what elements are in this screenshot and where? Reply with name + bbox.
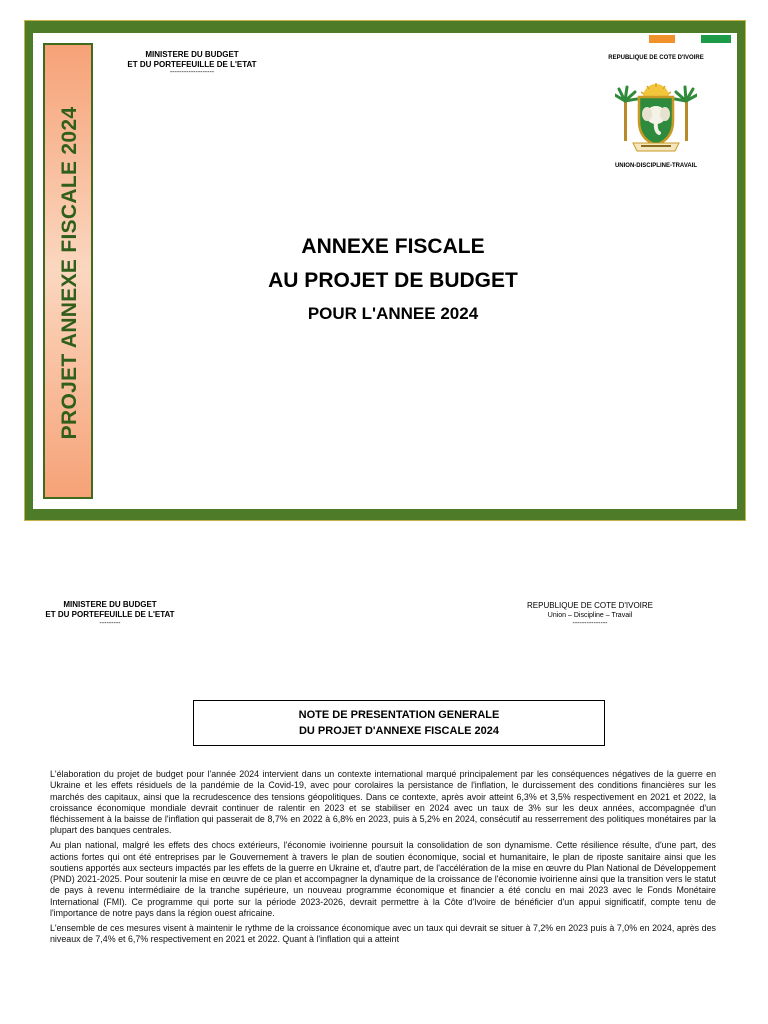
page2-republic-header (500, 601, 680, 627)
note-title-box (193, 700, 605, 746)
cover-motto: UNION-DISCIPLINE-TRAVAIL (614, 163, 698, 169)
paragraph: L'élaboration du projet de budget pour l'année 2024 intervient dans un contexte international marqué principalement par les conséquences négatives de la guerre en Ukraine et les effets résiduels de la pandémie de la Covid-19, avec pour corolaires la persistance de l'inflation, le durcissement des conditions financières sur les marchés des capitaux, ainsi que la recrudescence des tensions géopolitiques. Dans ce contexte, après avoir atteint 6,3% et 3,5% respectivement en 2021 et 2022, la croissance économique mondiale devrait continuer de ralentir en 2023 et se stabiliser en 2024 avec un taux de 3% sur les deux années, accompagnée d'un fléchissement à la baisse de l'inflation qui passerait de 8,7% en 2022 à 6,8% en 2023, puis à 5,2% en 2024, consécutif au resserrement des politiques monétaires par la plupart des banques centrales. (50, 769, 716, 836)
cover-page (24, 20, 746, 521)
flag-orange-stripe (649, 35, 675, 43)
flag-white-stripe (675, 35, 701, 43)
cover-ministry-line1: MINISTERE DU BUDGET (145, 50, 239, 59)
side-banner-text: PROJET ANNEXE FISCALE 2024 (58, 106, 81, 440)
page2-motto: Union – Discipline – Travail (547, 612, 633, 619)
page2-republic-label: REPUBLIQUE DE COTE D'IVOIRE (527, 601, 653, 610)
note-title-line2: DU PROJET D'ANNEXE FISCALE 2024 (298, 725, 500, 737)
page2-ministry-separator: --------- (99, 620, 121, 627)
paragraph: L'ensemble de ces mesures visent à maintenir le rythme de la croissance économique avec un taux qui devrait se situer à 7,2% en 2023 puis à 7,0% en 2024, après des niveaux de 7,4% et 6,7% respectivement en 2021 et 2022. Quant à l'inflation qui a atteint (50, 922, 716, 945)
cover-ministry-line2: ET DU PORTEFEUILLE DE L'ETAT (127, 60, 257, 69)
paragraph: Au plan national, malgré les effets des chocs extérieurs, l'économie ivoirienne poursuit la consolidation de son dynamisme. Cette résilience résulte, d'une part, des actions fortes qui ont été entreprises par le Gouvernement à travers le plan de soutien économique, social et humanitaire, le plan de riposte sanitaire ainsi que les soutiens apportés aux secteurs impactés par les effets de la guerre en Ukraine et, d'autre part, de l'accélération de la mise en œuvre du Plan National de Développement (PND) 2021-2025. Pour soutenir la mise en œuvre de ce plan et accompagner la dynamique de la croissance de l'économie ivoirienne ainsi que la transition vers le statut de pays à revenu intermédiaire de la tranche supérieure, un nouveau programme économique et financier a été conclu en mai 2023 avec le Fonds Monétaire International (FMI). Ce programme qui porte sur la période 2023-2026, devrait permettre à la Côte d'Ivoire de bénéficier d'un appui significatif, compte tenu de l'importance de notre pays dans la région ouest africaine. (50, 840, 716, 919)
page2-republic-separator: --------------- (572, 620, 608, 627)
flag-green-stripe (701, 35, 731, 43)
cover-republic-label: REPUBLIQUE DE COTE D'IVOIRE (608, 55, 704, 61)
coat-of-arms-icon (615, 83, 697, 157)
cover-title-line2: AU PROJET DE BUDGET (268, 269, 518, 292)
side-banner (43, 43, 93, 499)
cover-title-line3: POUR L'ANNEE 2024 (307, 304, 479, 323)
cover-inner-panel (33, 33, 737, 509)
cover-title (193, 233, 593, 327)
cover-title-line1: ANNEXE FISCALE (301, 235, 485, 258)
cover-ministry-separator: ------------------- (169, 69, 215, 76)
page2-ministry-header (30, 600, 190, 627)
page2-ministry-line2: ET DU PORTEFEUILLE DE L'ETAT (45, 610, 175, 619)
note-body (50, 769, 716, 949)
cover-ministry-header (103, 50, 281, 76)
note-title-line1: NOTE DE PRESENTATION GENERALE (298, 709, 500, 721)
page2-ministry-line1: MINISTERE DU BUDGET (63, 600, 157, 609)
